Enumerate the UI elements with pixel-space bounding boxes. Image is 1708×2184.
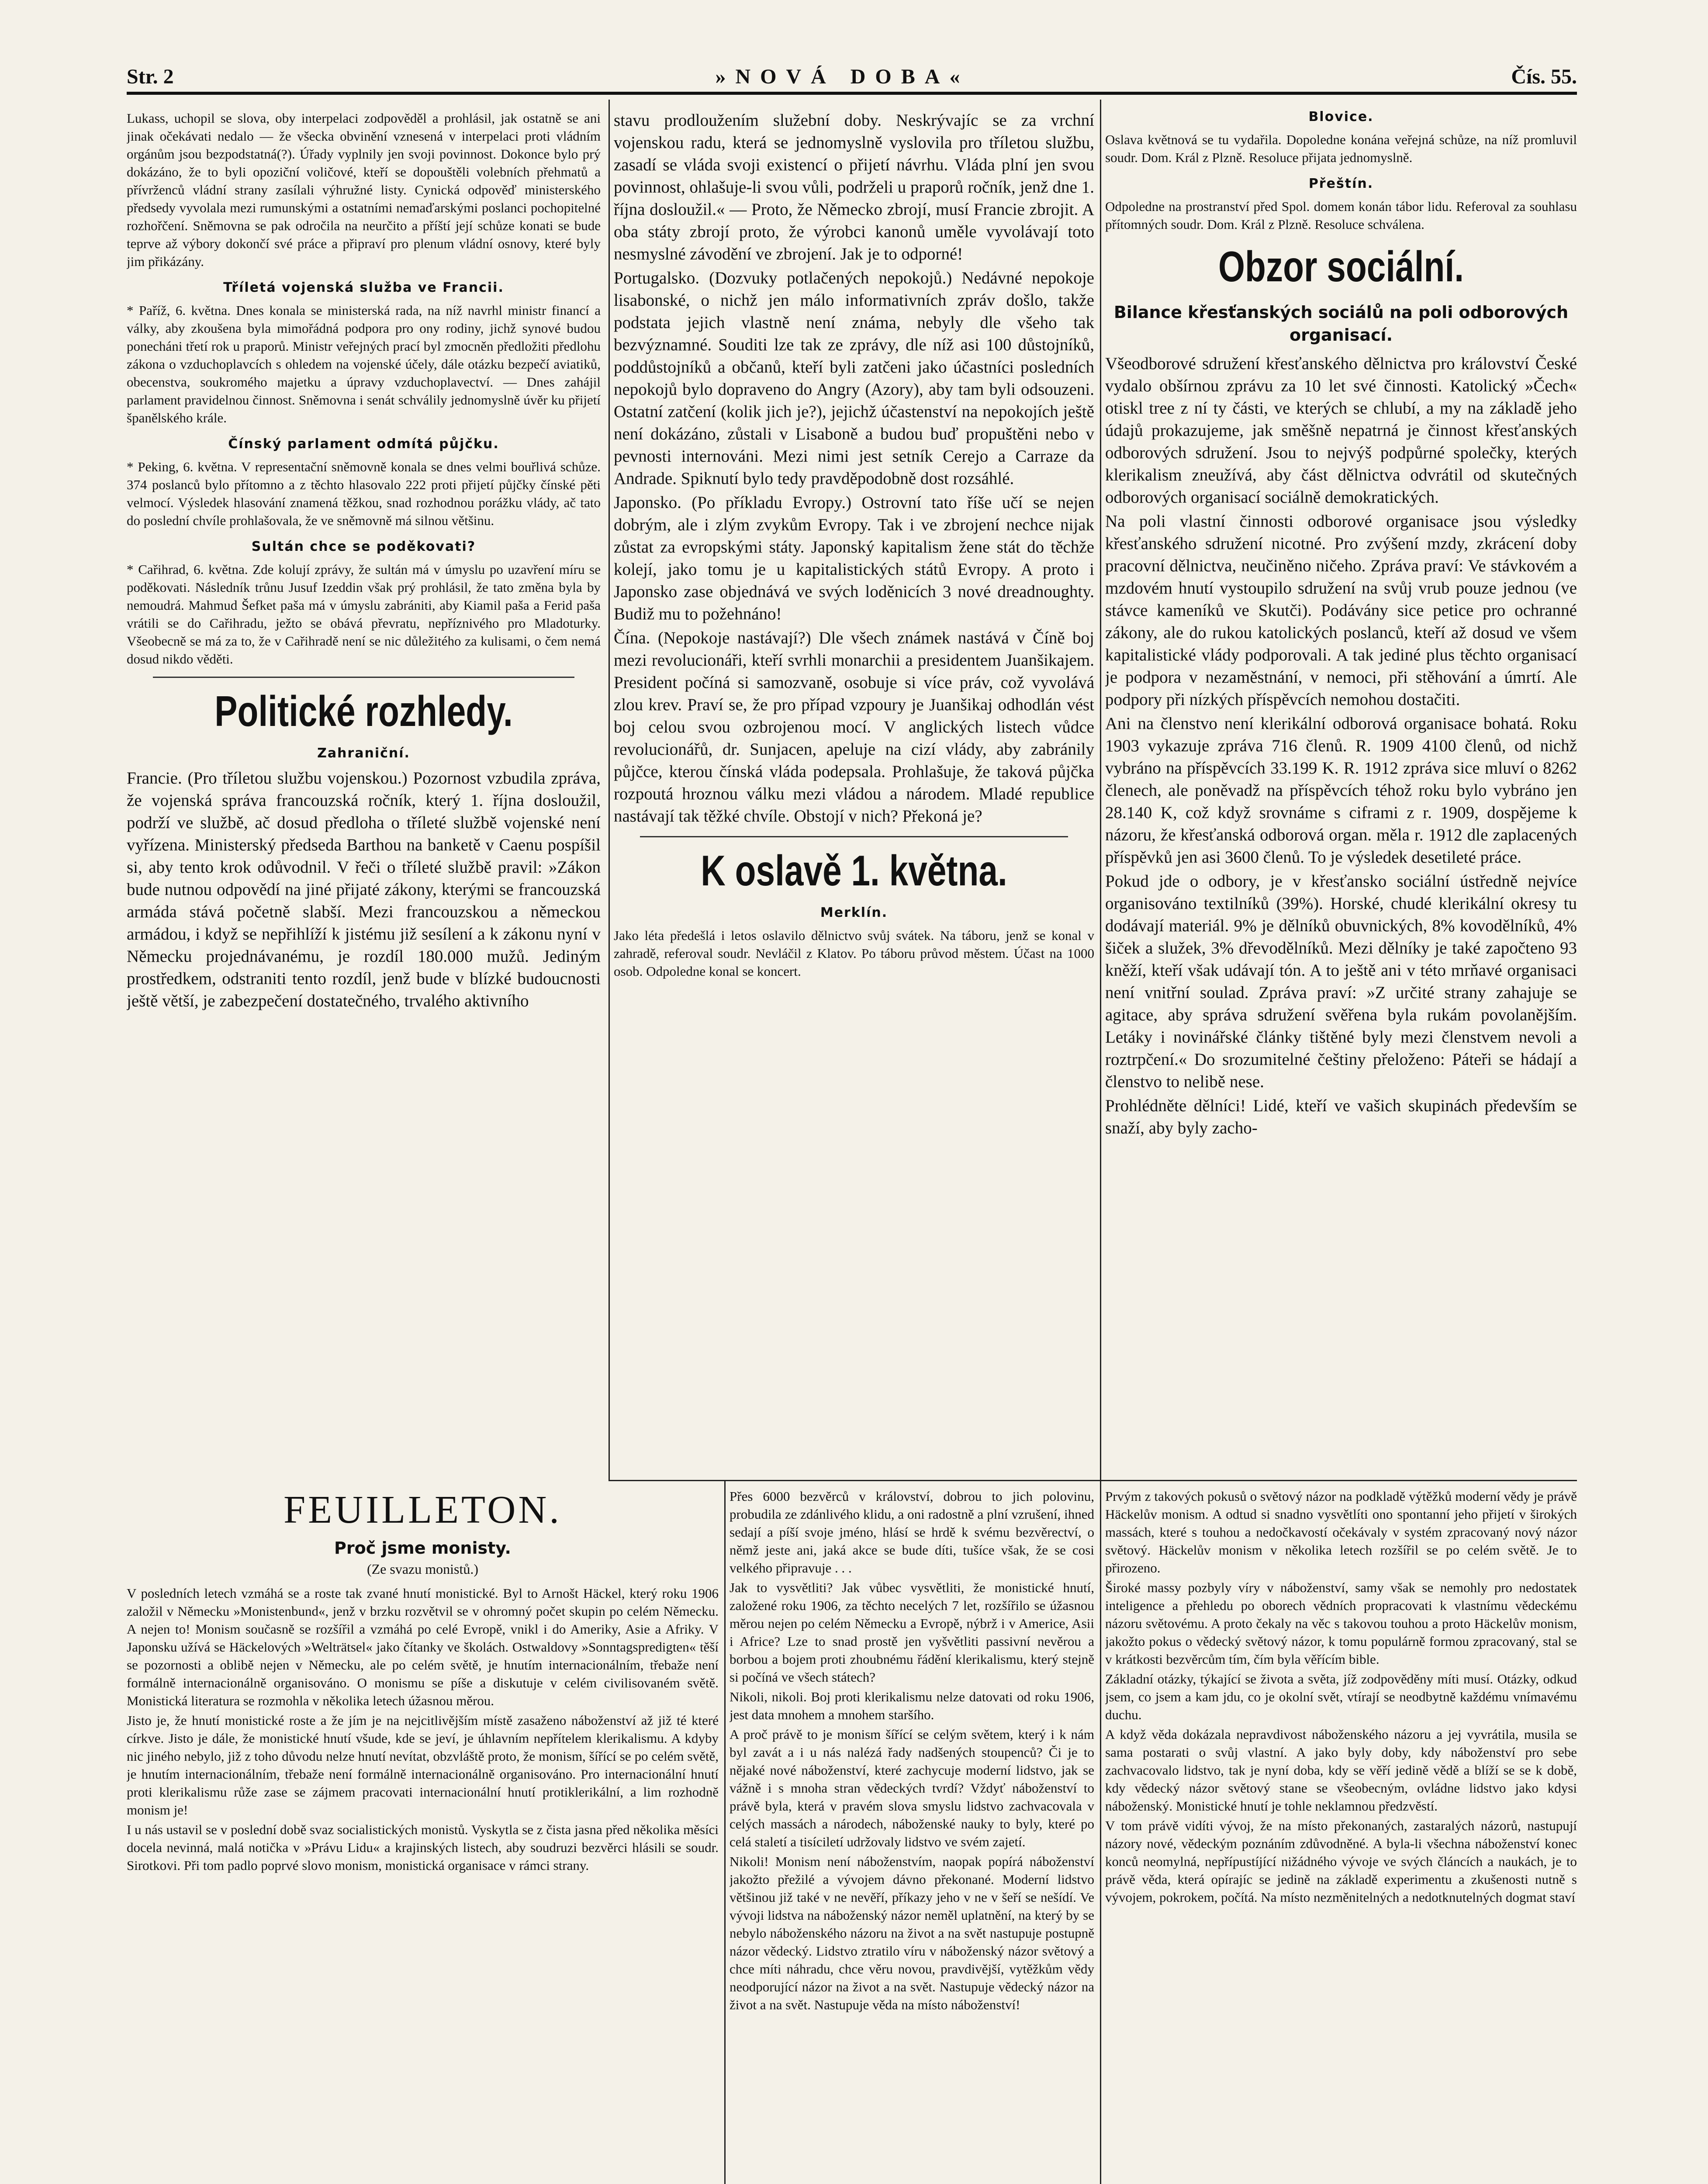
feuilleton-paragraph: Jisto je, že hnutí monistické roste a že jím je na nejcitlivějším místě zasaženo náboženství až již té které církve. Jisto je dále, že monistické hnutí všude, kde se jeví, je úhlavním nepřítelem klerikalismu. A kdyby nic jiného nebylo, již z toho důvodu nelze hnutí nevítat, obzvláště proto, že monism, šířící se po celém světě, je hnutím internacionálním, třebaže není formálně internacionálně organisováno. Pro internacionální hnutí proti klerikalismu růže zase se zájmem pracovati internacionální hnutí protiklerikální, a lim rozhodně monism je! (127, 1713, 719, 1818)
feuilleton-column-2 (730, 1487, 1094, 2184)
feuilleton-column-1 (127, 1483, 719, 2184)
section-title-obzor-socialni: Obzor sociální. (1218, 242, 1464, 290)
issue-number: Čís. 55. (1511, 65, 1577, 88)
headline-blovice: Blovice. (1308, 109, 1374, 124)
feuilleton-source: (Ze svazu monistů.) (366, 1561, 479, 1577)
section-divider (640, 836, 1068, 837)
feuilleton-paragraph: Jak to vysvětliti? Jak vůbec vysvětliti, že monistické hnutí, založené roku 1906, za těchto necelých 7 let, rozšířilo se úžasnou měrou nejen po celém Německu a Evropě, nýbrž i v Americe, Asii i Africe? Lze to snad prostě jen vyšvětliti passivní nevěrou a borbou a bojem proti zhoubnému řádění klerikalismu, který stejně si počíná ve všech státech? (730, 1580, 1094, 1685)
article-merklin: Jako léta předešlá i letos oslavilo dělnictvo svůj svátek. Na táboru, jenž se konal v zahradě, referoval soudr. Nevláčil z Klatov. Po táboru průvod městem. Účast na 1000 osob. Odpoledne konal se koncert. (614, 928, 1094, 979)
feuilleton-subtitle: Proč jsme monisty. (334, 1538, 511, 1558)
column-3 (1105, 109, 1577, 1476)
headline-merklin: Merklín. (820, 905, 888, 920)
section-divider (153, 677, 574, 678)
article-bilance-1: Všeodborové sdružení křesťanského dělnictva pro království České vydalo obšírnou zprávu za 10 let své činnosti. Katolický »Čech« otiskl tree z ní ty části, ve kterých se chlubí, a my na základě jeho údajů prokazujeme, jak směšně nepatrná je činnost křesťanských odborových sdružení. Jsou to nejvýš podpůrné společky, kterých klerikalism zneužívá, aby část dělnictva odvrátil od skutečných odborových organisací sociálně demokratických. (1105, 354, 1577, 507)
feuilleton-paragraph: Prvým z takových pokusů o světový názor na podkladě výtěžků moderní vědy je právě Häckelův monism. A odtud si snadno vysvětlíti ono spontanní jeho přijetí v širokých massách, které s touhou a nedočkavostí očekávaly v systém zpracovaný nový názor světový. Häckelův monism v několika letech rozšířil se po celém světě. Je to přirozeno. (1105, 1489, 1577, 1576)
column-rule-1 (609, 100, 610, 1480)
feuilleton-paragraph: I u nás ustavil se v poslední době svaz socialistických monistů. Vyskytla se z čista jasna před několika měsíci docela nevinná, malá notička v »Právu Lidu« a krajinských listech, aby soudruzi bezvěrci hlásili se soudr. Sirotkovi. Při tom padlo poprvé slovo monism, monistická organisace v rámci strany. (127, 1822, 719, 1873)
article-blovice: Oslava květnová se tu vydařila. Dopoledne konána veřejná schůze, na níž promluvil soudr. Dom. Král z Plzně. Resoluce přijata jednomyslně. (1105, 132, 1577, 165)
page-number: Str. 2 (127, 65, 174, 88)
feuilleton-paragraph: Základní otázky, týkající se života a světa, jíž zodpověděny míti musí. Otázky, odkud jsem, co jsem a kam jdu, co je okolní svět, vtírají se neodbytně každému vnímavému duchu. (1105, 1671, 1577, 1722)
article-prestin: Odpoledne na prostranství před Spol. domem konán tábor lidu. Referoval za souhlasu přítomných soudr. Dom. Král z Plzně. Resoluce schválena. (1105, 199, 1577, 232)
article-france-service: * Paříž, 6. května. Dnes konala se ministerská rada, na níž navrhl ministr financí a války, aby zkoušena byla mimořádná podpora pro ony rodiny, jichž synové budou ponecháni třetí rok u praporů. Ministr veřejných prací byl zmocněn předložiti předlohu zákona o vzduchoplavcích s ohledem na vojenské účely, dále otázku bezpečí aviatiků, obecenstva, soukromého majetku a úpravy vzduchoplavectví. — Dnes zahájil parlament pravidelnou činnost. Sněmovna i senát schválily jednomyslně úvěr ku přijetí španělského krále. (127, 303, 601, 425)
headline-china-parliament: Čínský parlament odmítá půjčku. (228, 436, 499, 452)
column-2 (614, 109, 1094, 1476)
masthead-rule (127, 92, 1577, 95)
section-title-oslava: K oslavě 1. května. (701, 847, 1007, 895)
masthead (127, 59, 1577, 94)
column-1 (127, 109, 601, 1476)
headline-prestin: Přeštín. (1308, 176, 1374, 191)
article-bilance-4: Pokud jde o odbory, je v křesťansko sociální ústředně nejvíce organisováno textilníků (39%). Horské, chudé klerikální okresy tu dodávají materiál. 9% je dělníků obuvnických, 8% kovodělníků, 4% šiček a služek, 3% dřevodělníků. Mezi dělníky je také započteno 93 kněží, kteří však udávají tón. A to ještě ani v této mrňavé organisaci není vnitřní soulad. Zpráva praví: »Z určité strany zahajuje se agitace, aby správa sdružení svěřena byla rukám povolanějším. Letáky i novinářské články tištěné byly mezi členstvem nevoli a roztrpčení.« Do srozumitelné češtiny přeloženo: Páteři se hádají a členstvo to nelibě nese. (1105, 872, 1577, 1091)
section-title-politicke-rozhledy: Politické rozhledy. (214, 687, 513, 735)
feuilleton-paragraph: A když věda dokázala nepravdivost náboženského názoru a jej vyvrátila, musila se sama postarati o svůj vlastní. A jako byly doby, kdy náboženství pro sebe zachvacovalo lidstvo, tak je nyní doba, kdy se věří jedině vědě a blíží se se k době, kdy vědecký názor světový stane se všeobecným, ovládne lidstvo jako kdysi náboženský. Monistické hnutí je tohle neklamnou předzvěstí. (1105, 1727, 1577, 1814)
article-francie: Francie. (Pro tříletou službu vojenskou.) Pozornost vzbudila zpráva, že vojenská správa francouzská ročník, který 1. října dosloužil, podrží ve službě, ač dosud předloha o tříleté službě vojenské není vyřízena. Ministerský předseda Barthou na banketě v Caenu pospíšil si, aby tento krok odůvodnil. V řeči o tříleté službě pravil: »Zákon bude nutnou odpovědí na jiné přijaté zákony, kterými se francouzská armáda stává početně slabší. Mezi francouzskou a německou armádou, i když se nepřihlíží k jistému již sesílení a k zákonu nyní v Německu projednávanému, je rozdíl 180.000 mužů. Jediným prostředkem, odstraniti tento rozdíl, jenž bude v blízké budoucnosti ještě větší, je zabezpečení dostatečného, trvalého aktivního (127, 769, 601, 1010)
feuilleton-title: FEUILLETON. (284, 1488, 562, 1531)
feuilleton-rule-1 (724, 1481, 726, 2184)
article-bilance-5: Prohlédněte dělníci! Lidé, kteří ve vašich skupinách především se snaží, aby byly zacho- (1105, 1096, 1577, 1137)
feuilleton-paragraph: Nikoli! Monism není náboženstvím, naopak popírá náboženství jakožto přežilé a vývojem dávno překonané. Moderní lidstvo většinou již také v ne nevěří, příkazy jeho v ne v šeří se nešídí. Ve vývoji lidstva na náboženský názor neměl uplatnění, na který by se nebylo náboženského názoru na život a na svět nastupuje postupně názor vědecký. Lidstvo ztratilo víru v náboženský názor světový a chce míti náhradu, chce věru novou, pravdivější, vytěžkům vědy neodporující názor na život a na svět. Nastupuje vědecký názor na život a na svět. Nastupuje věda na místo náboženství! (730, 1854, 1094, 2012)
feuilleton-rule-2 (1100, 1481, 1101, 2184)
feuilleton-paragraph: V tom právě vidíti vývoj, že na místo překonaných, zastaralých názorů, nastupují názory nové, vědeckým poznáním zdůvodněné. A byla-li všechna náboženství konec konců neomylná, nepřípustíjící nižádného vývoje ve svých článcích a naukách, je to právě věda, která opírajíc se jedině na základě experimentu a zkušenosti nutně s vývojem, pokrokem, počítá. Na místo nezměnitelných a nedotknutelných dogmat staví (1105, 1818, 1577, 1905)
feuilleton-paragraph: Široké massy pozbyly víry v náboženství, samy však se nemohly pro nedostatek inteligence a přehledu po oborech vědních propracovati k vlastnímu vědeckému názoru světovému. A proto čekaly na věc s takovou touhou a proto Häckelův monism, jakožto pokus o vědecký světový názor, k tomu populárně formou zpracovaný, stal se v krátkosti bezvěrcům tím, čím byla věřícím bible. (1105, 1580, 1577, 1667)
article-china-parliament: * Peking, 6. května. V representační sněmovně konala se dnes velmi bouřlivá schůze. 374 poslanců bylo přítomno a z těchto hlasovalo 222 proti přijetí půjčky čínské pěti velmocí. Výsledek hlasování znamená těžkou, snad rozhodnou porážku vlády, ač tato do poslední chvíle prohlašovala, že ve sněmovně má silnou většinu. (127, 459, 601, 528)
headline-bilance: Bilance křesťanských sociálů na poli odborových organisací. (1113, 303, 1569, 345)
article-japonsko: Japonsko. (Po příkladu Evropy.) Ostrovní tato říše učí se nejen dobrým, ale i zlým zvykům Evropy. Tak i ve zbrojení nechce nijak zůstat za evropskými státy. Japonský kapitalism žene stát do těchže kolejí, jako tomu je u kapitalistických států Evropy. A proto i Japonsko zase objednává ve svých loděnicích 3 nové dreadnoughty. Budiž mu to požehnáno! (614, 493, 1094, 623)
section-subtitle-zahranicni: Zahraniční. (317, 746, 410, 761)
feuilleton-paragraph: Přes 6000 bezvěrců v království, dobrou to jich polovinu, probudila ze zdánlivého klidu, a oni radostně a plní vzrušení, ihned sedají a píší svoje jméno, hlásí se hrdě k svému bezvěrectví, o němž jeste ani, jaká akce se bude díti, tušíce však, že se cosi velkého připravuje . . . (730, 1489, 1094, 1576)
feuilleton-column-3 (1105, 1487, 1577, 2184)
feuilleton-paragraph: Nikoli, nikoli. Boj proti klerikalismu nelze datovati od roku 1906, jest data mnohem a mnohem staršího. (730, 1689, 1094, 1722)
article-portugalsko: Portugalsko. (Dozvuky potlačených nepokojů.) Nedávné nepokoje lisabonské, o nichž jen málo informativních zpráv došlo, takže podstata jejich vlastně není známa, nebyly dle všeho tak bezvýznamné. Souditi lze tak ze zprávy, dle níž asi 100 důstojníků, poddůstojníků a občanů, kteří byli zatčeni jako účastníci posledních nepokojů bylo dopraveno do Angry (Azory), aby tam byli odsouzeni. Ostatní zatčení (kolik jich je?), jejichž účastenství na nepokojích ještě není dokázáno, zůstali v Lisaboně a budou buď propuštěni nebo v pevnosti internováni. Mezi nimi jest setník Cerejo a Carraze da Andrade. Spiknutí bylo tedy pravděpodobně dost rozsáhlé. (614, 269, 1094, 488)
feuilleton-paragraph: A proč právě to je monism šířící se celým světem, který i k nám byl zavát a i u nás nalézá řady nadšených stoupenců? Či je to nějaké nové náboženství, které zachycuje moderní lidstvo, jak se vážně i s mnoha stran vědeckých tvrdí? Vždyť náboženství to právě byla, která v pravém slova smyslu lidstvo zachvacovala v celých massách a národech, náboženské nauky to byly, které po celá staletí a tisíciletí udržovaly lidstvo ve svém zajetí. (730, 1727, 1094, 1849)
article-bilance-2: Na poli vlastní činnosti odborové organisace jsou výsledky křesťanského sdružení nicotné. Pro zvýšení mzdy, zkrácení doby pracovní dělnictva, neučiněno ničeho. Zpráva praví: Ve stávkovém a mzdovém hnutí vystoupilo sdružení na svůj vrub pouze jednou (ve stávce kameníků ve Skutči). Podávány sice petice pro ochranné zákony, ale do rukou katolických poslanců, kteří až dosud ve všem kapitalistické vlády podporovali. A tak jediné plus těchto organisací je podpora v nezaměstnání, v nemoci, při stěhování a úmrtí. Ale podpory při nízkých příspěvcích nemohou dostačiti. (1105, 512, 1577, 709)
headline-sultan: Sultán chce se poděkovati? (251, 539, 476, 554)
article-francie-continued: stavu prodloužením služební doby. Neskrývajíc se za vrchní vojenskou radu, která se jednomyslně vyslovila pro tříletou službu, zasadí se vláda svoji existencí o přijetí návrhu. Vláda plní jen svou povinnost, ohlašuje-li svou vůli, podrželi u praporů ročník, jenž dne 1. října dosloužil.« — Proto, že Německo zbrojí, musí Francie zbrojit. A oba státy zbrojí proto, že výrobci kanonů uměle vyvolávají toto nesmyslné závodění ve zbrojení. Jak je to odporné! (614, 111, 1094, 263)
newspaper-title: »NOVÁ DOBA« (715, 65, 970, 88)
feuilleton-rule (609, 1480, 1577, 1481)
article-bilance-3: Ani na členstvo není klerikální odborová organisace bohatá. Roku 1903 vykazuje zpráva 716 členů. R. 1909 4100 členů, od nichž vybráno na příspěvcích 33.199 K. R. 1912 zpráva sice mluví o 8262 členech, ale poněvadž na příspěvcích téhož roku bylo vybráno jen 28.140 K, což když srovnáme s ciframi z r. 1909, dospějeme k názoru, že křesťanská odborová organ. měla r. 1912 dle zaplacených příspěvků jen asi 3600 členů. To je výsledek desetileté práce. (1105, 714, 1577, 867)
article-intro: Lukass, uchopil se slova, oby interpelaci zodpověděl a prohlásil, jak ostatně se ani jinak očekávati nedalo — že všecka obvinění vznesená v interpelaci proti vládním orgánům jsou bezpodstatná(?). Úřady vyplnily jen svoji povinnost. Dokonce bylo prý dokázáno, že to byli opoziční voličové, kteří se dopouštěli volebních přehmatů a přívrženců vládní strany zasílali výhružné listy. Cynická odpověď ministerského předsedy vyvolala mezi rumunskými a ostatními nemaďarskými poslanci pochopitelné rozhořčení. Sněmovna se pak odročila na neurčito a příští její schůze konati se bude teprve až výbory dokončí své práce a připraví pro plenum vládní osnovy, které byly jim přikázány. (127, 111, 601, 269)
column-rule-2 (1100, 100, 1101, 1480)
headline-france-service: Tříletá vojenská služba ve Francii. (223, 280, 504, 295)
feuilleton-paragraph: V posledních letech vzmáhá se a roste tak zvané hnutí monistické. Byl to Arnošt Häckel, který roku 1906 založil v Německu »Monistenbund«, jenž v brzku rozvětvil se v ohromný počet skupin po celém Německu. A nejen to! Monism současně se rozšířil a vzmáhá po celé Evropě, vnikl i do Ameriky, Asie a Afriky. V Japonsku užívá se Häckelových »Welträtsel« jako čítanky ve školách. Ostwaldovy »Sonntagspredigten« těší se pozornosti a oblibě nejen v Německu, ale po celém světě, je hnutím internacionálním, třebaže není formálně internacionálně organisováno. O monismu se píše a diskutuje v celém civilisovaném světě. Monistická literatura se rozmohla v několika letech úžasnou měrou. (127, 1586, 719, 1708)
article-sultan: * Cařihrad, 6. května. Zde kolují zprávy, že sultán má v úmyslu po uzavření míru se poděkovati. Následník trůnu Jusuf Izeddin však prý prohlásil, že tato změna byla by nemoudrá. Mahmud Šefket paša má v úmyslu zabrániti, aby Kiamil paša a Ferid paša vrátili se do Cařihradu, ježto se obává převratu, nepříznivého pro Mladoturky. Všeobecně se má za to, že v Cařihradě není se nic důležitého za kulisami, o čem nemá dosud nikdo věděti. (127, 562, 601, 667)
article-cina: Čína. (Nepokoje nastávají?) Dle všech známek nastává v Číně boj mezi revolucionáři, kteří svrhli monarchii a presidentem Juanšikajem. President počíná si samozvaně, osobuje si více práv, což vyvolává zlou krev. Praví se, že pro případ vzpoury je Juanšikaj odhodlán vést boj celou svou ozbrojenou mocí. V anglických listech vůdce revolucionářů, dr. Sunjacen, apeluje na cizí vlády, aby zabránily půjčce, kterou čínská vláda podepsala. Prohlašuje, že taková půjčka rozpoutá hroznou válku mezi vládou a národem. Mladé republice nastávají tak těžké chvíle. Obstojí v nich? Překoná je? (614, 629, 1094, 826)
